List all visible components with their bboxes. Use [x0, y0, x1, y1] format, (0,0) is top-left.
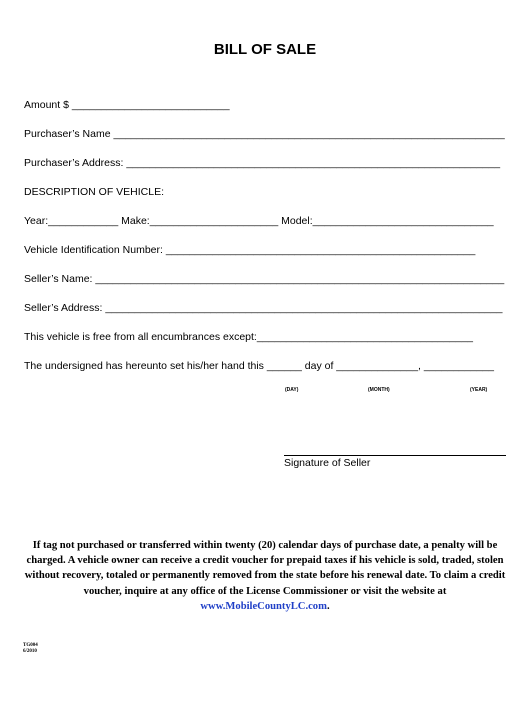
- vin-field[interactable]: Vehicle Identification Number: _____________________________________________________: [24, 244, 476, 256]
- purchaser-name-field[interactable]: Purchaser’s Name ___________________________________________________________________: [24, 128, 505, 140]
- seller-address-field[interactable]: Seller’s Address: ____________________________________________________________________: [24, 302, 503, 314]
- signature-label: Signature of Seller: [284, 457, 371, 469]
- amount-field[interactable]: Amount $ ___________________________: [24, 99, 230, 111]
- hand-date-field[interactable]: The undersigned has hereunto set his/her hand this ______ day of ______________, ____________: [24, 360, 494, 372]
- form-code: TG004: [23, 643, 38, 648]
- day-label: (DAY): [285, 387, 299, 393]
- purchaser-address-field[interactable]: Purchaser’s Address: ________________________________________________________________: [24, 157, 501, 169]
- description-header: DESCRIPTION OF VEHICLE:: [24, 186, 165, 198]
- seller-name-field[interactable]: Seller’s Name: ______________________________________________________________________: [24, 273, 505, 285]
- signature-line[interactable]: [284, 455, 506, 456]
- year-label: (YEAR): [470, 387, 488, 393]
- month-label: (MONTH): [368, 387, 390, 393]
- website-link[interactable]: www.MobileCountyLC.com: [200, 600, 327, 612]
- form-date: 6/2010: [23, 649, 37, 654]
- notice-end: .: [326, 600, 330, 612]
- encumbrances-field[interactable]: This vehicle is free from all encumbrances except:_____________________________________: [24, 331, 473, 343]
- notice-text: If tag not purchased or transferred within twenty (20) calendar days of purchase date, a penalty will be charged. A vehicle owner can receive a credit voucher for prepaid taxes if his vehicle is sold, traded, stolen without recovery, totaled or permanently removed from the state before his renewal date. To claim a credit voucher, inquire at any office of the License Commissioner or visit the website at: [24, 540, 506, 597]
- year-make-model-field[interactable]: Year:____________ Make:______________________ Model:_______________________________: [24, 215, 494, 227]
- penalty-notice: [20, 538, 510, 614]
- document-title: BILL OF SALE: [213, 41, 317, 58]
